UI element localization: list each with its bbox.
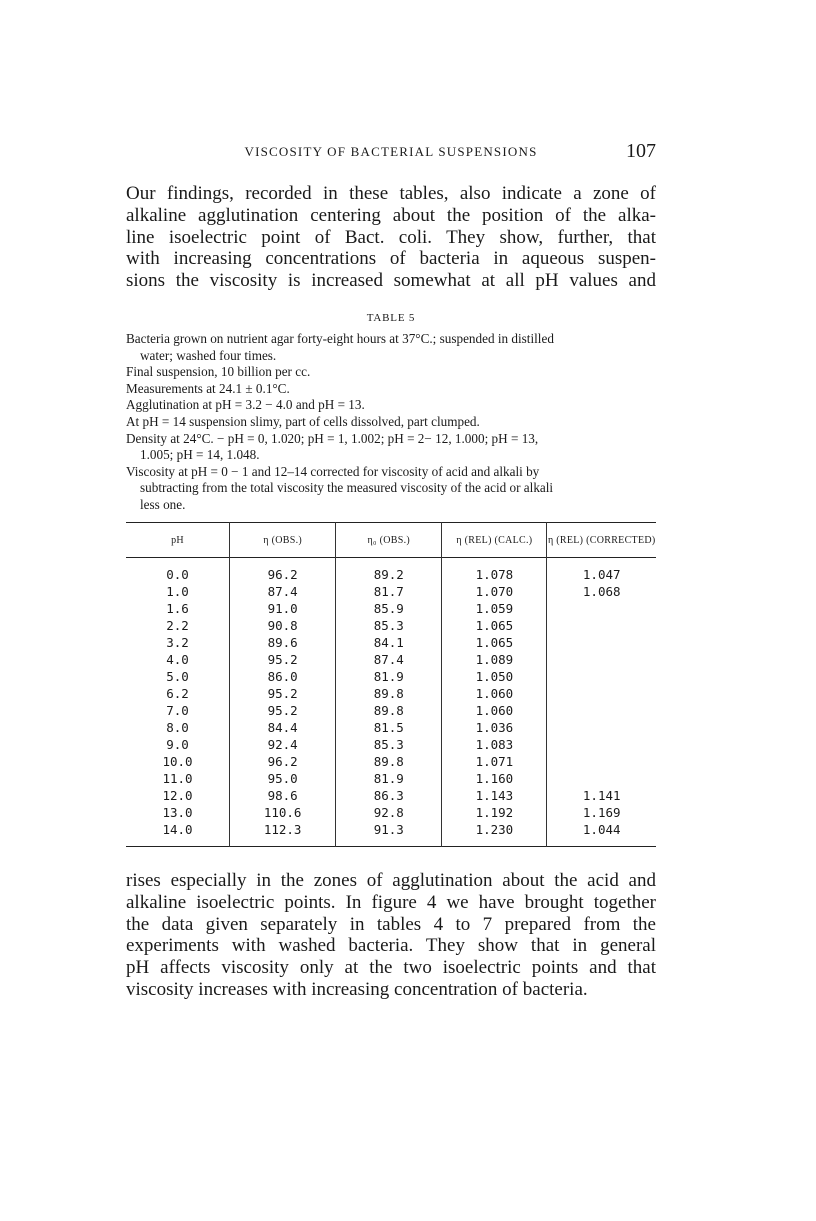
eta-rel-calc-cell: 1.083 [442,736,547,753]
eta-rel-calc-cell: 1.070 [442,583,547,600]
table-row [126,702,656,719]
ph-cell: 2.2 [166,618,189,633]
table-note [126,397,658,414]
eta-obs-cell: 95.2 [230,685,336,702]
table-row [126,651,656,668]
ph-cell: 14.0 [162,822,193,837]
eta-rel-calc-cell: 1.071 [442,753,547,770]
ph-cell: 1.0 [166,584,189,599]
eta-obs-cell: 87.4 [230,583,336,600]
column-header-ph: pH [171,534,184,546]
table-note-continuation: water; washed four times. [140,347,277,363]
table-row [126,719,656,736]
eta0-obs-cell: 81.5 [336,719,442,736]
eta-rel-corrected-cell [547,736,656,753]
table-note-text: Viscosity at pH = 0 − 1 and 12–14 corrected for viscosity of acid and alkali by [126,463,540,479]
eta-rel-corrected-cell: 1.068 [547,583,656,600]
table-note [126,464,658,514]
table-notes [126,331,658,514]
paragraph-2-line: viscosity increases with increasing concentration of bacteria. [126,978,588,1000]
table-body [126,558,656,847]
eta-rel-corrected-cell [547,685,656,702]
eta0-obs-cell: 81.9 [336,668,442,685]
table-row [126,804,656,821]
eta0-obs-cell: 84.1 [336,634,442,651]
eta-obs-cell: 89.6 [230,634,336,651]
ph-cell: 6.2 [166,686,189,701]
ph-cell: 4.0 [166,652,189,667]
table-note [126,331,658,364]
column-header-eta0-obs: η₀ (OBS.) [336,523,442,558]
eta0-obs-cell: 85.3 [336,617,442,634]
eta0-obs-cell: 81.7 [336,583,442,600]
eta-rel-calc-cell: 1.078 [442,558,547,584]
eta-obs-cell: 96.2 [230,753,336,770]
eta-rel-calc-cell: 1.143 [442,787,547,804]
eta0-obs-cell: 89.8 [336,753,442,770]
paragraph-1-line: with increasing concentrations of bacteria in aqueous suspen- [126,248,656,270]
paragraph-2-line: alkaline isoelectric points. In figure 4 we have brought together [126,891,656,913]
table-row [126,821,656,847]
ph-cell: 5.0 [166,669,189,684]
paragraph-2-line: rises especially in the zones of agglutination about the acid and [126,870,656,891]
paragraph-1-line: line isoelectric point of Bact. coli. They show, further, that [126,226,656,248]
eta-rel-corrected-cell [547,719,656,736]
paragraph-1-line: alkaline agglutination centering about the position of the alka- [126,204,656,226]
table-row [126,634,656,651]
eta-rel-calc-cell: 1.050 [442,668,547,685]
eta-obs-cell: 95.2 [230,651,336,668]
ph-cell: 0.0 [166,567,189,582]
eta0-obs-cell: 87.4 [336,651,442,668]
running-head [126,140,656,166]
ph-cell: 10.0 [162,754,193,769]
table-note-text: At pH = 14 suspension slimy, part of cells dissolved, part clumped. [126,413,480,429]
table-row [126,770,656,787]
ph-cell: 3.2 [166,635,189,650]
column-header-eta-rel-corrected: η (REL) (CORRECTED) [547,523,656,558]
table-row [126,600,656,617]
eta-rel-calc-cell: 1.059 [442,600,547,617]
table-note-text: Bacteria grown on nutrient agar forty-eight hours at 37°C.; suspended in distilled [126,331,554,346]
eta-obs-cell: 110.6 [230,804,336,821]
table-row [126,685,656,702]
eta-obs-cell: 92.4 [230,736,336,753]
eta-rel-calc-cell: 1.230 [442,821,547,847]
eta-obs-cell: 112.3 [230,821,336,847]
ph-cell: 11.0 [162,771,193,786]
eta-rel-corrected-cell [547,668,656,685]
ph-cell: 8.0 [166,720,189,735]
eta-rel-calc-cell: 1.060 [442,702,547,719]
eta-obs-cell: 98.6 [230,787,336,804]
eta0-obs-cell: 91.3 [336,821,442,847]
table-header-row [126,523,656,558]
table-note-text: Agglutination at pH = 3.2 − 4.0 and pH = 13. [126,397,365,413]
eta-rel-corrected-cell: 1.047 [547,558,656,584]
table-title: TABLE 5 [366,312,416,324]
table-row [126,558,656,584]
table-note-text: Density at 24°C. − pH = 0, 1.020; pH = 1, 1.002; pH = 2− 12, 1.000; pH = 13, [126,430,539,446]
table-note-continuation: 1.005; pH = 14, 1.048. [140,447,260,463]
eta-obs-cell: 84.4 [230,719,336,736]
eta0-obs-cell: 89.8 [336,702,442,719]
eta0-obs-cell: 89.8 [336,685,442,702]
eta-rel-corrected-cell: 1.044 [547,821,656,847]
paragraph-2-line: experiments with washed bacteria. They show that in general [126,935,656,957]
eta-obs-cell: 95.0 [230,770,336,787]
eta-obs-cell: 90.8 [230,617,336,634]
paragraph-1 [126,183,656,292]
eta-rel-calc-cell: 1.065 [442,617,547,634]
ph-cell: 12.0 [162,788,193,803]
table-row [126,736,656,753]
table-row [126,668,656,685]
eta0-obs-cell: 86.3 [336,787,442,804]
eta-rel-corrected-cell [547,651,656,668]
eta0-obs-cell: 92.8 [336,804,442,821]
eta-rel-corrected-cell: 1.141 [547,787,656,804]
eta0-obs-cell: 89.2 [336,558,442,584]
table-note [126,431,658,464]
column-header-eta-obs: η (OBS.) [230,523,336,558]
eta-rel-corrected-cell [547,617,656,634]
table-row [126,753,656,770]
running-head-title: VISCOSITY OF BACTERIAL SUSPENSIONS [244,144,538,159]
eta-obs-cell: 91.0 [230,600,336,617]
paragraph-2-line: pH affects viscosity only at the two isoelectric points and that [126,957,656,979]
paragraph-2 [126,870,656,1001]
page-number: 107 [626,140,656,162]
eta-obs-cell: 96.2 [230,558,336,584]
table-row [126,787,656,804]
table-note [126,414,658,431]
eta-rel-calc-cell: 1.060 [442,685,547,702]
eta-rel-corrected-cell [547,600,656,617]
table-note [126,381,658,398]
eta-rel-calc-cell: 1.036 [442,719,547,736]
eta-rel-calc-cell: 1.192 [442,804,547,821]
eta-rel-corrected-cell [547,770,656,787]
table-note-text: Measurements at 24.1 ± 0.1°C. [126,380,290,396]
table-note [126,364,658,381]
column-header-eta-rel-calc: η (REL) (CALC.) [442,523,547,558]
viscosity-table [126,522,656,847]
eta-rel-corrected-cell [547,702,656,719]
eta-obs-cell: 95.2 [230,702,336,719]
ph-cell: 1.6 [166,601,189,616]
table-note-text: Final suspension, 10 billion per cc. [126,364,311,380]
eta0-obs-cell: 85.9 [336,600,442,617]
table-row [126,617,656,634]
ph-cell: 7.0 [166,703,189,718]
table-note-continuation: subtracting from the total viscosity the measured viscosity of the acid or alkali [140,480,554,496]
eta0-obs-cell: 81.9 [336,770,442,787]
eta-rel-corrected-cell [547,634,656,651]
paragraph-1-line: sions the viscosity is increased somewhat at all pH values and [126,270,656,292]
paragraph-2-line: the data given separately in tables 4 to 7 prepared from the [126,913,656,935]
paragraph-1-line: Our findings, recorded in these tables, also indicate a zone of [126,183,656,204]
eta-obs-cell: 86.0 [230,668,336,685]
eta-rel-calc-cell: 1.160 [442,770,547,787]
table-row [126,583,656,600]
eta-rel-calc-cell: 1.089 [442,651,547,668]
eta0-obs-cell: 85.3 [336,736,442,753]
table-note-continuation: less one. [140,496,186,512]
ph-cell: 13.0 [162,805,193,820]
eta-rel-calc-cell: 1.065 [442,634,547,651]
ph-cell: 9.0 [166,737,189,752]
eta-rel-corrected-cell [547,753,656,770]
eta-rel-corrected-cell: 1.169 [547,804,656,821]
